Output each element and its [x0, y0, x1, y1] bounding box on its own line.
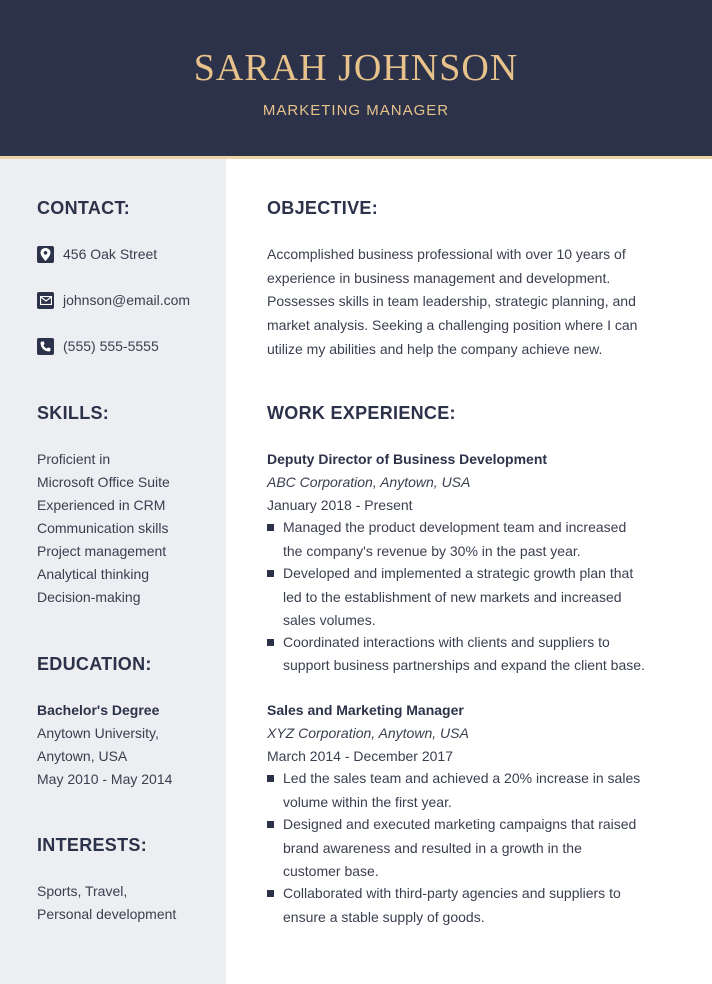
bullet-marker: [267, 570, 274, 577]
interest-line: Personal development: [37, 906, 177, 922]
interest-line: Sports, Travel,: [37, 883, 128, 899]
bullet-marker: [267, 775, 274, 782]
skill-line: Communication skills: [37, 520, 169, 536]
skills-heading: SKILLS:: [37, 403, 110, 423]
objective-line: experience in business management and development.: [267, 270, 611, 286]
bullet-marker: [267, 524, 274, 531]
skill-line: Analytical thinking: [37, 566, 150, 582]
education-heading: EDUCATION:: [37, 654, 152, 674]
contact-phone[interactable]: [37, 336, 159, 356]
interests-heading: INTERESTS:: [37, 835, 148, 855]
job-dates: March 2014 - December 2017: [267, 748, 453, 764]
contact-email[interactable]: [37, 290, 190, 310]
phone-text[interactable]: (555) 555-5555: [63, 338, 159, 354]
bullet-line: Coordinated interactions with clients and suppliers to: [283, 634, 610, 650]
bullet-marker: [267, 639, 274, 646]
skill-line: Microsoft Office Suite: [37, 474, 170, 490]
bullet-line: Designed and executed marketing campaigns that raised: [283, 816, 637, 832]
bullet-line: Led the sales team and achieved a 20% increase in sales: [283, 770, 641, 786]
bullet-line: Collaborated with third-party agencies and suppliers to: [283, 885, 621, 901]
resume-header: [0, 0, 712, 156]
bullet-line: customer base.: [283, 863, 379, 879]
bullet-line: Developed and implemented a strategic growth plan that: [283, 565, 634, 581]
address-text: 456 Oak Street: [63, 246, 158, 262]
job-title: Sales and Marketing Manager: [267, 702, 464, 718]
candidate-name: SARAH JOHNSON: [193, 47, 519, 89]
contact-heading: CONTACT:: [37, 198, 131, 218]
job-title: Deputy Director of Business Development: [267, 451, 548, 467]
bullet-line: led to the establishment of new markets and increased: [283, 589, 622, 605]
skill-line: Proficient in: [37, 451, 111, 467]
experience-heading: WORK EXPERIENCE:: [267, 403, 456, 423]
bullet-line: support business partnerships and expand the client base.: [283, 657, 645, 673]
objective-line: Accomplished business professional with over 10 years of: [267, 246, 626, 262]
email-text[interactable]: johnson@email.com: [63, 292, 191, 308]
envelope-icon: [37, 292, 54, 309]
phone-icon: [37, 338, 54, 355]
bullet-marker: [267, 890, 274, 897]
job-company: ABC Corporation, Anytown, USA: [267, 474, 471, 490]
bullet-line: brand awareness and resulted in a growth in the: [283, 840, 582, 856]
bullet-line: volume within the first year.: [283, 794, 452, 810]
bullet-line: sales volumes.: [283, 612, 376, 628]
skill-line: Experienced in CRM: [37, 497, 166, 513]
objective-line: utilize my abilities and help the company achieve new.: [267, 341, 603, 357]
job-company: XYZ Corporation, Anytown, USA: [267, 725, 469, 741]
education-line: Anytown, USA: [37, 748, 128, 764]
candidate-title: MARKETING MANAGER: [262, 102, 450, 119]
contact-address: [37, 244, 157, 264]
education-line: May 2010 - May 2014: [37, 771, 173, 787]
location-pin-icon: [37, 246, 54, 263]
bullet-marker: [267, 821, 274, 828]
bullet-line: Managed the product development team and increased: [283, 519, 627, 535]
skill-line: Project management: [37, 543, 167, 559]
bullet-line: the company's revenue by 30% in the past year.: [283, 543, 581, 559]
skill-line: Decision-making: [37, 589, 141, 605]
objective-line: market analysis. Seeking a challenging position where I can: [267, 317, 638, 333]
education-line: Anytown University,: [37, 725, 159, 741]
objective-heading: OBJECTIVE:: [267, 198, 379, 218]
job-dates: January 2018 - Present: [267, 497, 413, 513]
objective-line: Possesses skills in team leadership, strategic planning, and: [267, 293, 636, 309]
bullet-line: ensure a stable supply of goods.: [283, 909, 485, 925]
degree-title: Bachelor's Degree: [37, 702, 160, 718]
